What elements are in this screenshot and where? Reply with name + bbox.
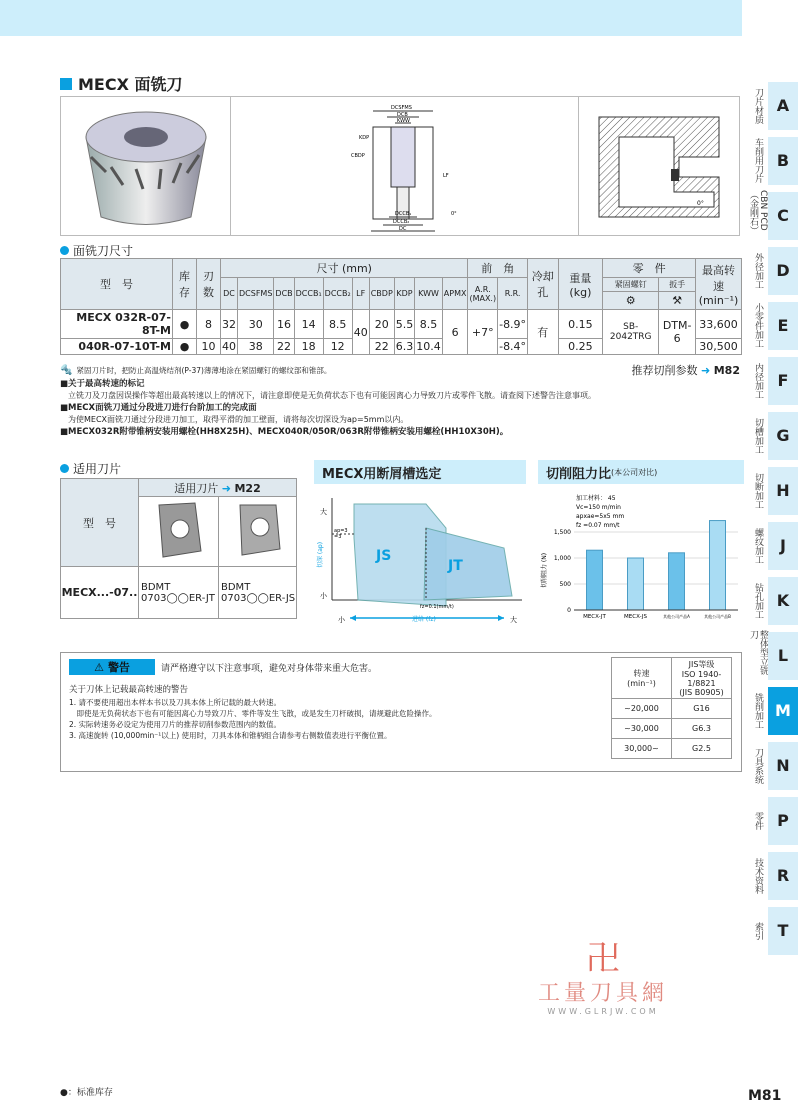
sidebar-item-letter: P <box>768 797 798 845</box>
table-row: 040R-07-10T-M ● 10 40 38 22 18 12 22 6.3 10.4 -8.4° 0.25 30,500 <box>61 339 742 355</box>
insert-jt-name: BDMT 0703◯◯ER-JT <box>139 567 219 619</box>
fz-note: fz=0.1(mm/t) <box>420 604 454 610</box>
sidebar-item-e[interactable] <box>748 298 800 353</box>
label-dccb2: DCCB₂ <box>392 219 409 225</box>
inserts-model-header: 型 号 <box>61 479 139 567</box>
th-dcsfms: DCSFMS <box>238 278 274 310</box>
y-big: 大 <box>320 508 327 516</box>
sidebar-item-label: 钻孔加工 <box>753 582 763 619</box>
chipbreaker-title: MECX用断屑槽选定 <box>314 460 526 484</box>
x-small: 小 <box>338 616 345 624</box>
th-cbdp: CBDP <box>369 278 394 310</box>
insert-js-image <box>219 497 297 567</box>
table-row: MECX 032R-07-8T-M ● 8 32 30 16 14 8.5 40 20 5.5 8.5 6 +7° -8.9° 有 0.15 SB-2042TRG DTM-6 33,600 <box>61 310 742 339</box>
x-tick-label: 其他公司产品B <box>704 614 731 619</box>
cond-2: apxae=5x5 mm <box>576 513 625 520</box>
y-tick-label: 500 <box>559 581 571 588</box>
footer-legend: ●：标准库存 <box>60 1088 113 1098</box>
cond-1: Vc=150 m/min <box>576 504 621 511</box>
sidebar-item-h[interactable] <box>748 463 800 518</box>
th-dccb1: DCCB₁ <box>294 278 323 310</box>
step-angle-label: 0° <box>697 200 705 207</box>
sidebar-item-b[interactable] <box>748 133 800 188</box>
insert-js-icon <box>228 499 288 561</box>
th-kww: KWW <box>415 278 443 310</box>
th-dcb: DCB <box>274 278 294 310</box>
sidebar-item-letter: E <box>768 302 798 350</box>
wrench-icon: ⚒ <box>659 292 696 310</box>
warning-box <box>60 652 742 772</box>
sidebar-item-letter: H <box>768 467 798 515</box>
step-diagram-icon <box>579 97 739 235</box>
sidebar-item-letter: J <box>768 522 798 570</box>
resist-chart <box>538 488 744 634</box>
screw-icon: ⚙ <box>603 292 659 310</box>
th-coolant: 冷却孔 <box>528 259 558 310</box>
th-weight: 重量 (kg) <box>558 259 603 310</box>
label-angle: 0° <box>450 211 457 217</box>
arrow-circle-icon: ➜ <box>701 364 711 377</box>
sidebar-item-letter: G <box>768 412 798 460</box>
sidebar-item-t[interactable] <box>748 903 800 958</box>
watermark-logo: 工量刀具網 <box>538 981 669 1006</box>
page-number: M81 <box>748 1088 782 1104</box>
th-lf: LF <box>352 278 369 310</box>
insert-jt-image <box>139 497 219 567</box>
sidebar-item-letter: A <box>768 82 798 130</box>
sidebar-item-m[interactable] <box>748 683 800 738</box>
y-small: 小 <box>320 592 327 600</box>
watermark-url: WWW.GLRJW.COM <box>547 1007 659 1016</box>
warning-text: 请严格遵守以下注意事项，避免对身体带来重大危害。 <box>161 664 378 674</box>
sidebar-item-label: 切槽加工 <box>753 417 763 454</box>
warning-icon: ⚠ <box>94 660 104 674</box>
inserts-section-title: 适用刀片 <box>60 460 121 477</box>
sidebar-item-letter: B <box>768 137 798 185</box>
screw-note: 🔩 紧固刀片时，把防止高温烧结剂(P-37)薄薄地涂在紧固螺钉的螺纹部和锥部。 推荐切削参数 ➜ M82 <box>60 364 740 377</box>
label-kdp: KDP <box>358 135 369 141</box>
table-row: ~30,000 G6.3 <box>612 719 732 739</box>
sidebar-item-d[interactable] <box>748 243 800 298</box>
bar <box>669 553 685 610</box>
sidebar-item-r[interactable] <box>748 848 800 903</box>
sidebar-item-letter: D <box>768 247 798 295</box>
sidebar-item-g[interactable] <box>748 408 800 463</box>
th-kdp: KDP <box>394 278 415 310</box>
ap-note2: =3 <box>334 534 342 540</box>
chipbreaker-chart <box>314 488 526 628</box>
sidebar-item-label: 技术资料 <box>753 857 763 894</box>
sidebar-item-label: 螺纹加工 <box>753 527 763 564</box>
sidebar-item-label: 铣削加工 <box>753 692 763 729</box>
zone-jt: JT <box>448 558 463 574</box>
zone-js: JS <box>376 548 392 564</box>
y-tick-label: 1,000 <box>553 555 571 562</box>
th-screw: 紧固螺钉 <box>603 278 659 292</box>
spec-section-title: 面铣刀尺寸 <box>60 242 133 259</box>
y-tick-label: 0 <box>567 607 571 614</box>
cond-3: fz =0.07 mm/t <box>576 522 620 529</box>
y-tick-label: 1,500 <box>553 529 571 536</box>
label-dcb: DCB <box>396 112 408 118</box>
sidebar-item-a[interactable] <box>748 78 800 133</box>
th-parts: 零 件 <box>603 259 696 278</box>
sidebar-item-letter: F <box>768 357 798 405</box>
sidebar-item-letter: L <box>768 632 798 680</box>
sidebar-item-label: 刀片材质 <box>753 87 763 124</box>
inserts-model: MECX...-07.. <box>61 567 139 619</box>
top-banner <box>0 0 742 36</box>
sidebar-item-letter: R <box>768 852 798 900</box>
sidebar-item-c[interactable] <box>748 188 800 243</box>
insert-js-name: BDMT 0703◯◯ER-JS <box>219 567 297 619</box>
balance-table: 转速 (min⁻¹) JIS等级 ISO 1940- 1/8821 (JIS B0905) ~20,000 G16 ~30,000 G6.3 30,000~ G2.5 <box>611 657 732 759</box>
label-lf: LF <box>442 173 449 179</box>
sidebar-item-letter: C <box>768 192 798 240</box>
y-label: 切深 (ap) <box>317 541 324 568</box>
sidebar-item-label: 刀具系统 <box>753 747 763 784</box>
inserts-table <box>60 478 297 619</box>
th-ar: A.R. (MAX.) <box>468 278 498 310</box>
th-wrench: 扳手 <box>659 278 696 292</box>
image-row <box>60 96 740 236</box>
table-row: 30,000~ G2.5 <box>612 739 732 759</box>
sidebar-item-k[interactable] <box>748 573 800 628</box>
label-dcsfms: DCSFMS <box>390 105 412 111</box>
label-kww: KWW <box>396 118 410 124</box>
section-sidebar <box>748 78 800 958</box>
x-tick-label: MECX-JS <box>624 614 647 620</box>
sidebar-item-f[interactable] <box>748 353 800 408</box>
dimension-diagram <box>231 97 580 235</box>
sidebar-item-letter: K <box>768 577 798 625</box>
sidebar-item-letter: N <box>768 742 798 790</box>
label-dc: DC <box>398 226 406 232</box>
spec-table <box>60 258 742 355</box>
th-maxspeed: 最高转速 (min⁻¹) <box>696 259 742 310</box>
th-dccb2: DCCB₂ <box>323 278 352 310</box>
notes-block: ■关于最高转速的标记 立铣刀及刀盘因误操作等超出最高转速以上的情况下，请注意即使是无负荷状态下也有可能因离心力导致刀片或零件飞散。请查阅下述警告注意事项。 ■MECX面铣刀通过分段进刀进行台阶加工的完成面 为使MECX面铣刀通过分段进刀加工，取得平滑的加工壁面，请将每次切深设为ap=5mm以内。 ■MECX032R附带锥柄安装用螺栓(HH8X25H)、MECX040R/050R/063R附带锥柄安装用螺栓(HH10X30H)。 <box>60 379 596 437</box>
dimension-diagram-icon <box>231 97 580 235</box>
label-dccb1: DCCB₁ <box>394 211 411 217</box>
section-dot-icon <box>60 246 69 255</box>
watermark <box>538 939 669 1016</box>
cond-0: 加工材料： 45 <box>576 495 616 502</box>
th-angle: 前 角 <box>468 259 528 278</box>
cutter-photo <box>61 97 231 235</box>
sidebar-item-label: 整体型立铣刀 <box>748 629 768 675</box>
sidebar-item-p[interactable] <box>748 793 800 848</box>
sidebar-item-label: 内径加工 <box>753 362 763 399</box>
th-dc: DC <box>221 278 238 310</box>
sidebar-item-label: 切断加工 <box>753 472 763 509</box>
x-tick-label: MECX-JT <box>583 614 606 620</box>
sidebar-item-letter: M <box>768 687 798 735</box>
sidebar-item-label: 零件 <box>753 811 763 830</box>
warning-label: ⚠ 警告 <box>69 659 155 675</box>
ap-note: ap=3 <box>334 528 348 534</box>
page-title: MECX 面铣刀 <box>60 72 183 95</box>
sidebar-item-label: 外径加工 <box>753 252 763 289</box>
insert-jt-icon <box>149 499 209 561</box>
label-cbdp: CBDP <box>350 153 365 159</box>
warning-items: 1. 请不要使用超出本样本书以及刀具本体上所记载的最大转速。 即使是无负荷状态下也有可能因离心力导致刀片、零件等发生飞散，或是发生刀杆破损，请规避此危险操作。 2. 实际转速务必设定为使用刀片的推荐切削参数范围内的数值。 3. 高速旋转 (10,000min⁻¹以上) 使用时，刀具本体和锥柄组合请参考右侧数值表进行平衡位置。 <box>69 698 437 740</box>
sidebar-item-label: CBN PCD（金刚石） <box>748 189 768 235</box>
sidebar-item-n[interactable] <box>748 738 800 793</box>
title-square-icon <box>60 78 72 90</box>
watermark-logo-icon: 卍 <box>586 939 620 979</box>
section-dot-icon <box>60 464 69 473</box>
warning-sub: 关于刀体上记载最高转速的警告 <box>69 685 189 695</box>
sidebar-item-l[interactable] <box>748 628 800 683</box>
sidebar-item-label: 小零件加工 <box>753 303 763 348</box>
sidebar-item-label: 索引 <box>753 921 763 940</box>
th-rr: R.R. <box>498 278 528 310</box>
chart-ylabel: 切削阻力 (N) <box>541 552 548 588</box>
step-diagram <box>579 97 739 235</box>
sidebar-item-letter: T <box>768 907 798 955</box>
th-apmx: APMX <box>442 278 468 310</box>
bar <box>628 558 644 610</box>
screw-note-icon: 🔩 <box>60 364 73 376</box>
th-stock: 库存 <box>173 259 197 310</box>
th-teeth: 刃数 <box>197 259 221 310</box>
table-row: ~20,000 G16 <box>612 699 732 719</box>
bar <box>710 521 726 610</box>
bar <box>587 550 603 610</box>
resist-title: 切削阻力比 (本公司对比) <box>538 460 744 484</box>
th-model: 型 号 <box>61 259 173 310</box>
sidebar-item-label: 车削用刀片 <box>753 138 763 183</box>
x-label: 进给 (fz) <box>412 616 436 623</box>
th-dims: 尺寸 (mm) <box>221 259 468 278</box>
inserts-header: 适用刀片 ➜ M22 <box>139 479 297 497</box>
x-tick-label: 其他公司产品A <box>663 614 690 619</box>
x-big: 大 <box>510 616 517 624</box>
cutter-photo-icon <box>61 97 231 235</box>
recommend-link[interactable]: 推荐切削参数 ➜ M82 <box>631 364 740 377</box>
sidebar-item-j[interactable] <box>748 518 800 573</box>
